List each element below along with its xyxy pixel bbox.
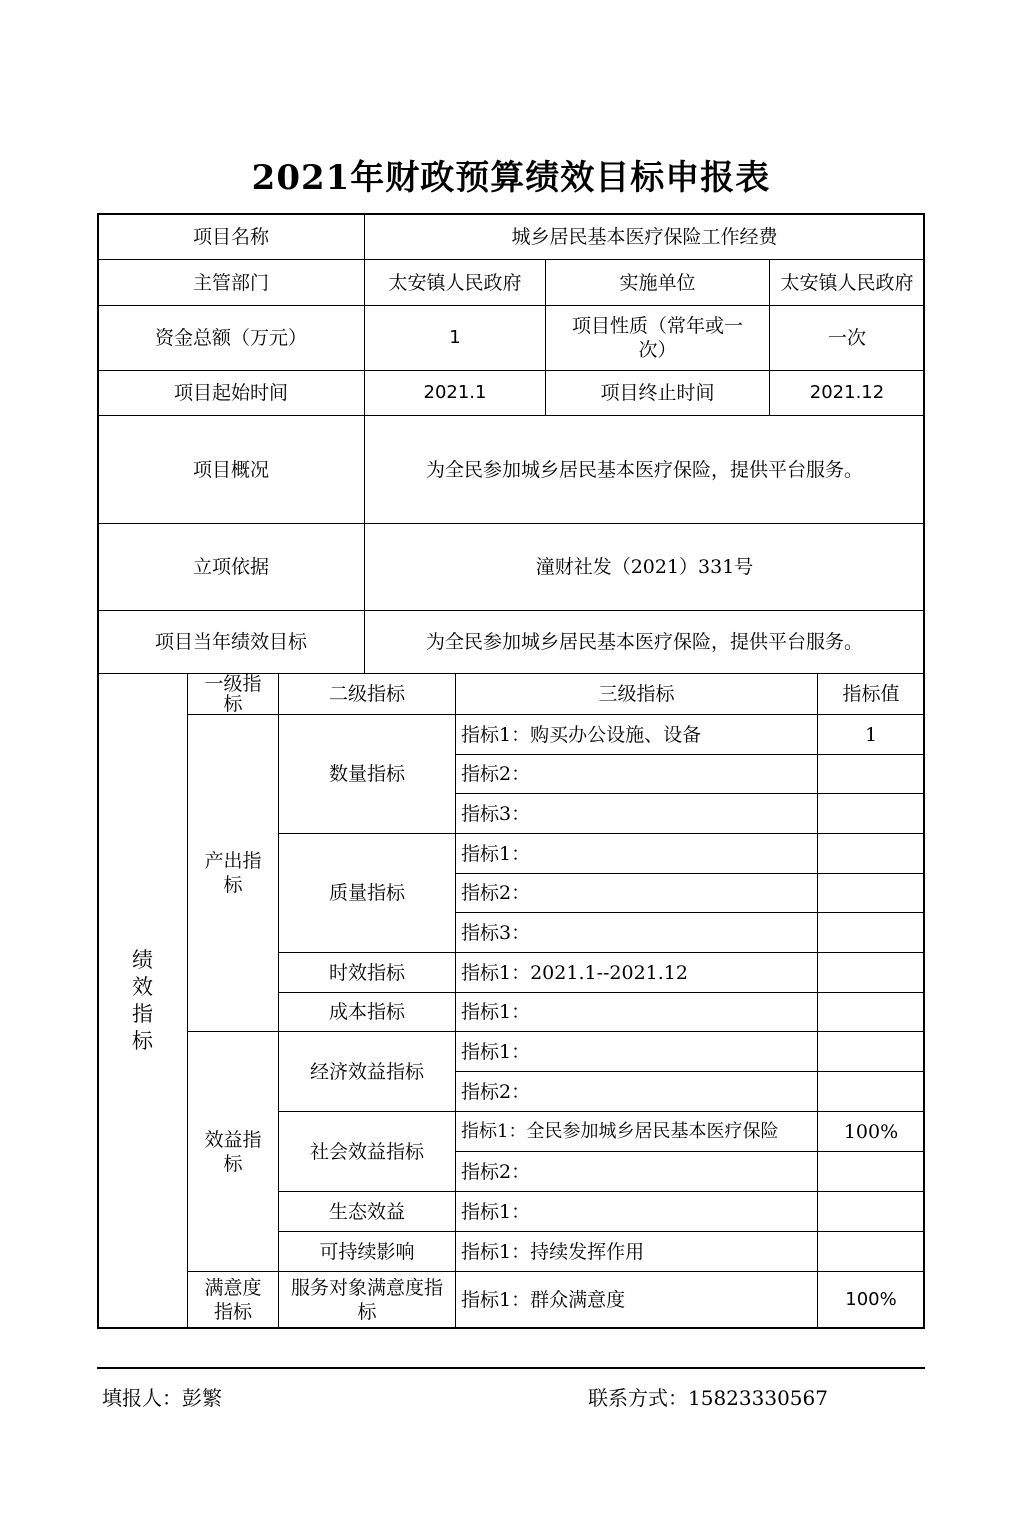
indicator-value: 1 xyxy=(817,714,925,755)
nature-value: 一次 xyxy=(769,305,925,371)
level3-row: 指标1：2021.1--2021.12 xyxy=(455,952,818,993)
header-level1: 一级指标 xyxy=(187,673,279,715)
nature-label: 项目性质（常年或一次） xyxy=(545,305,770,371)
indicator-value xyxy=(817,1151,925,1192)
start-value: 2021.1 xyxy=(364,370,546,416)
contact-info: 联系方式：15823330567 xyxy=(588,1386,828,1410)
indicator-value: 100% xyxy=(817,1271,925,1329)
overview-label: 项目概况 xyxy=(97,415,365,524)
indicator-value xyxy=(817,1071,925,1112)
level1-output: 产出指标 xyxy=(187,714,279,1032)
project-name-value: 城乡居民基本医疗保险工作经费 xyxy=(364,213,925,260)
indicator-value xyxy=(817,793,925,834)
level2-social: 社会效益指标 xyxy=(278,1111,456,1192)
dept-label: 主管部门 xyxy=(97,259,365,306)
section-char: 标 xyxy=(132,1029,153,1053)
level3-row: 指标2： xyxy=(455,873,818,913)
indicator-value xyxy=(817,992,925,1032)
page-title: 2021年财政预算绩效目标申报表 xyxy=(251,158,771,198)
indicator-value: 100% xyxy=(817,1111,925,1152)
indicator-value xyxy=(817,754,925,794)
level3-row: 指标3： xyxy=(455,793,818,834)
indicator-value xyxy=(817,1031,925,1072)
end-label: 项目终止时间 xyxy=(545,370,770,416)
section-char: 效 xyxy=(132,975,153,999)
level3-row: 指标1：购买办公设施、设备 xyxy=(455,714,818,755)
level3-row: 指标1：群众满意度 xyxy=(455,1271,818,1329)
section-char: 指 xyxy=(132,1002,153,1026)
level3-row: 指标2： xyxy=(455,1151,818,1192)
indicator-value xyxy=(817,873,925,913)
overview-value: 为全民参加城乡居民基本医疗保险，提供平台服务。 xyxy=(364,415,925,524)
level3-row: 指标1：全民参加城乡居民基本医疗保险 xyxy=(455,1111,818,1152)
goal-value: 为全民参加城乡居民基本医疗保险，提供平台服务。 xyxy=(364,610,925,674)
header-level3: 三级指标 xyxy=(455,673,818,715)
level2-timeliness: 时效指标 xyxy=(278,952,456,993)
unit-label: 实施单位 xyxy=(545,259,770,306)
level2-quality: 质量指标 xyxy=(278,833,456,953)
level2-ecological: 生态效益 xyxy=(278,1191,456,1232)
level2-sustainable: 可持续影响 xyxy=(278,1231,456,1272)
indicator-value xyxy=(817,1191,925,1232)
goal-label: 项目当年绩效目标 xyxy=(97,610,365,674)
amount-label: 资金总额（万元） xyxy=(97,305,365,371)
dept-value: 太安镇人民政府 xyxy=(364,259,546,306)
amount-value: 1 xyxy=(364,305,546,371)
project-name-label: 项目名称 xyxy=(97,213,365,260)
level2-quantity: 数量指标 xyxy=(278,714,456,834)
level3-row: 指标1： xyxy=(455,1191,818,1232)
indicator-value xyxy=(817,833,925,874)
footer-divider xyxy=(97,1367,925,1369)
basis-label: 立项依据 xyxy=(97,523,365,611)
level3-row: 指标2： xyxy=(455,754,818,794)
level2-cost: 成本指标 xyxy=(278,992,456,1032)
level2-economic: 经济效益指标 xyxy=(278,1031,456,1112)
level1-satisfaction: 满意度指标 xyxy=(187,1271,279,1329)
level2-service: 服务对象满意度指标 xyxy=(278,1271,456,1329)
section-char: 绩 xyxy=(132,948,153,972)
basis-value: 潼财社发（2021）331号 xyxy=(364,523,925,611)
level3-row: 指标2： xyxy=(455,1071,818,1112)
unit-value: 太安镇人民政府 xyxy=(769,259,925,306)
indicator-value xyxy=(817,912,925,953)
level3-row: 指标1： xyxy=(455,992,818,1032)
end-value: 2021.12 xyxy=(769,370,925,416)
level3-row: 指标3： xyxy=(455,912,818,953)
header-level2: 二级指标 xyxy=(278,673,456,715)
level1-benefit: 效益指标 xyxy=(187,1031,279,1272)
indicators-section-label xyxy=(97,673,188,1329)
start-label: 项目起始时间 xyxy=(97,370,365,416)
indicator-value xyxy=(817,1231,925,1272)
filler-name: 填报人：彭繁 xyxy=(102,1386,222,1410)
header-value: 指标值 xyxy=(817,673,925,715)
level3-row: 指标1： xyxy=(455,833,818,874)
level3-row: 指标1：持续发挥作用 xyxy=(455,1231,818,1272)
indicator-value xyxy=(817,952,925,993)
level3-row: 指标1： xyxy=(455,1031,818,1072)
